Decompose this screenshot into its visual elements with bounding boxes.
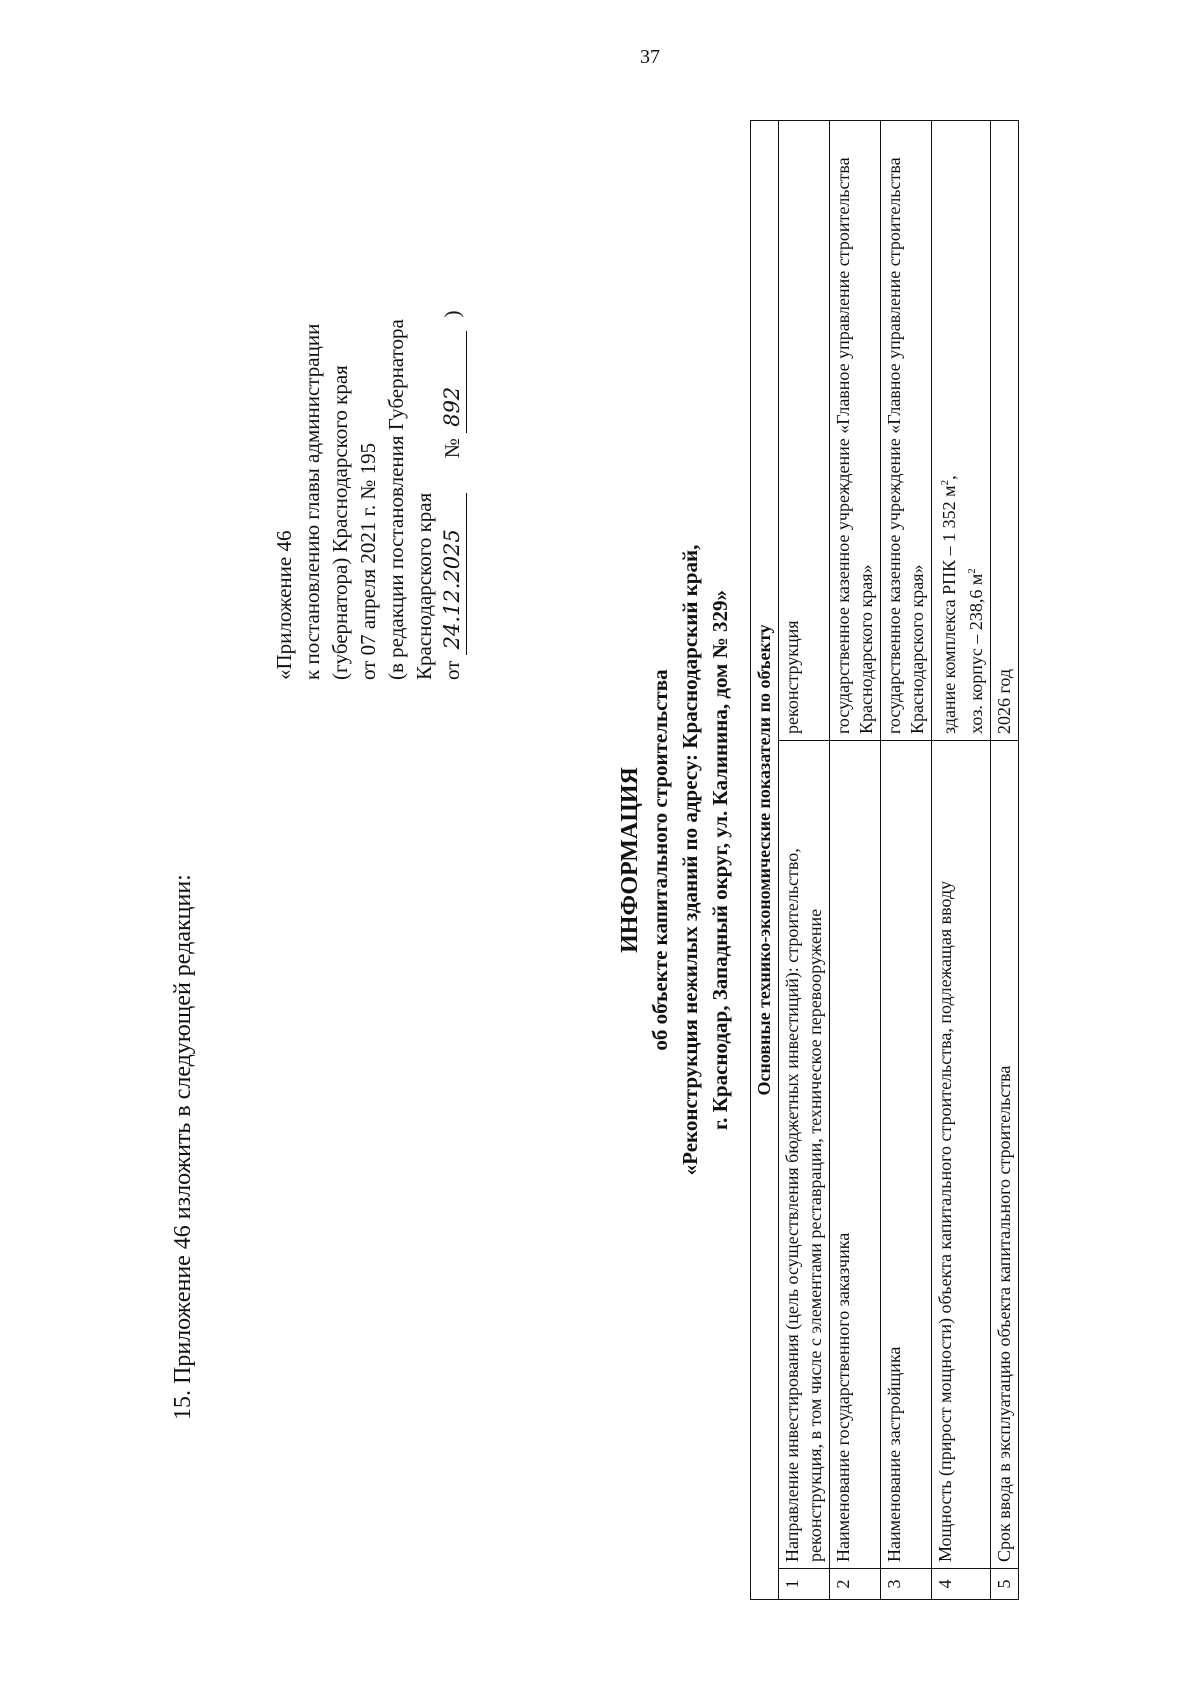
rotated-page-content xyxy=(110,120,1140,1600)
row-number: 4 xyxy=(932,1569,991,1600)
title-main: ИНФОРМАЦИЯ xyxy=(617,767,643,953)
title-sub: об объекте капитального строительства xyxy=(648,669,672,1051)
annex-line-4: от 07 апреля 2021 г. № 195 xyxy=(356,442,380,680)
annex-line-5: (в редакции постановления Губернатора xyxy=(384,319,408,680)
table-header: Основные технико-экономические показатели по объекту xyxy=(751,121,779,1600)
date-prefix: от xyxy=(440,660,464,680)
row-name: Направление инвестирования (цель осуществления бюджетных инвестиций): строительство, реконструкция, в том числе с элементами реставрации, техническое перевооружение xyxy=(779,741,830,1569)
row-name: Наименование застройщика xyxy=(881,741,932,1569)
table-row xyxy=(779,121,830,1600)
annex-line-2: к постановлению главы администрации xyxy=(300,323,324,680)
row-number: 3 xyxy=(881,1569,932,1600)
square-unit-sup: 2 xyxy=(939,479,951,486)
row-value: государственное казенное учреждение «Главное управление строительства Краснодарского края» xyxy=(881,121,932,741)
page-number: 37 xyxy=(640,46,660,68)
row-number: 5 xyxy=(991,1569,1019,1600)
capacity-main-building: здание комплекса РПК – 1 352 м xyxy=(939,485,959,734)
row-number: 1 xyxy=(779,1569,830,1600)
annex-line-3: (губернатора) Краснодарского края xyxy=(328,365,352,680)
annex-line-1: «Приложение 46 xyxy=(272,530,296,680)
document-title xyxy=(615,300,735,1420)
table-row xyxy=(991,121,1019,1600)
row-value: реконструкция xyxy=(779,121,830,741)
handwritten-date: 24.12.2025 xyxy=(438,493,467,655)
table-row xyxy=(932,121,991,1600)
title-object-line-1: «Реконструкция нежилых зданий по адресу: Краснодарский край, xyxy=(678,544,702,1176)
row-value: 2026 год xyxy=(991,121,1019,741)
row-name: Наименование государственного заказчика xyxy=(830,741,881,1569)
handwritten-number: 892 xyxy=(438,331,467,433)
table-header-row xyxy=(751,121,779,1600)
intro-text: 15. Приложение 46 изложить в следующей редакции: xyxy=(170,874,196,1420)
indicators-table xyxy=(750,120,1019,1600)
table-row xyxy=(830,121,881,1600)
row-value: здание комплекса РПК – 1 352 $м^2$, хоз. корпус – 238,6 $м^2$ xyxy=(932,121,991,741)
title-object-line-2: г. Краснодар, Западный округ, ул. Калинина, дом № 329» xyxy=(708,590,732,1130)
row-number: 2 xyxy=(830,1569,881,1600)
row-name: Мощность (прирост мощности) объекта капитального строительства, подлежащая вводу xyxy=(932,741,991,1569)
row-name: Срок ввода в эксплуатацию объекта капитального строительства xyxy=(991,741,1019,1569)
annex-header xyxy=(270,140,467,680)
annex-date-line xyxy=(438,140,467,680)
annex-line-6: Краснодарского края xyxy=(412,492,436,680)
capacity-utility-building: хоз. корпус – 238,6 м xyxy=(966,573,986,734)
closing-parenthesis: ) xyxy=(440,310,464,318)
row-value: государственное казенное учреждение «Главное управление строительства Краснодарского края» xyxy=(830,121,881,741)
table-row xyxy=(881,121,932,1600)
number-prefix: № xyxy=(440,438,464,459)
square-unit-sup: 2 xyxy=(966,568,978,574)
